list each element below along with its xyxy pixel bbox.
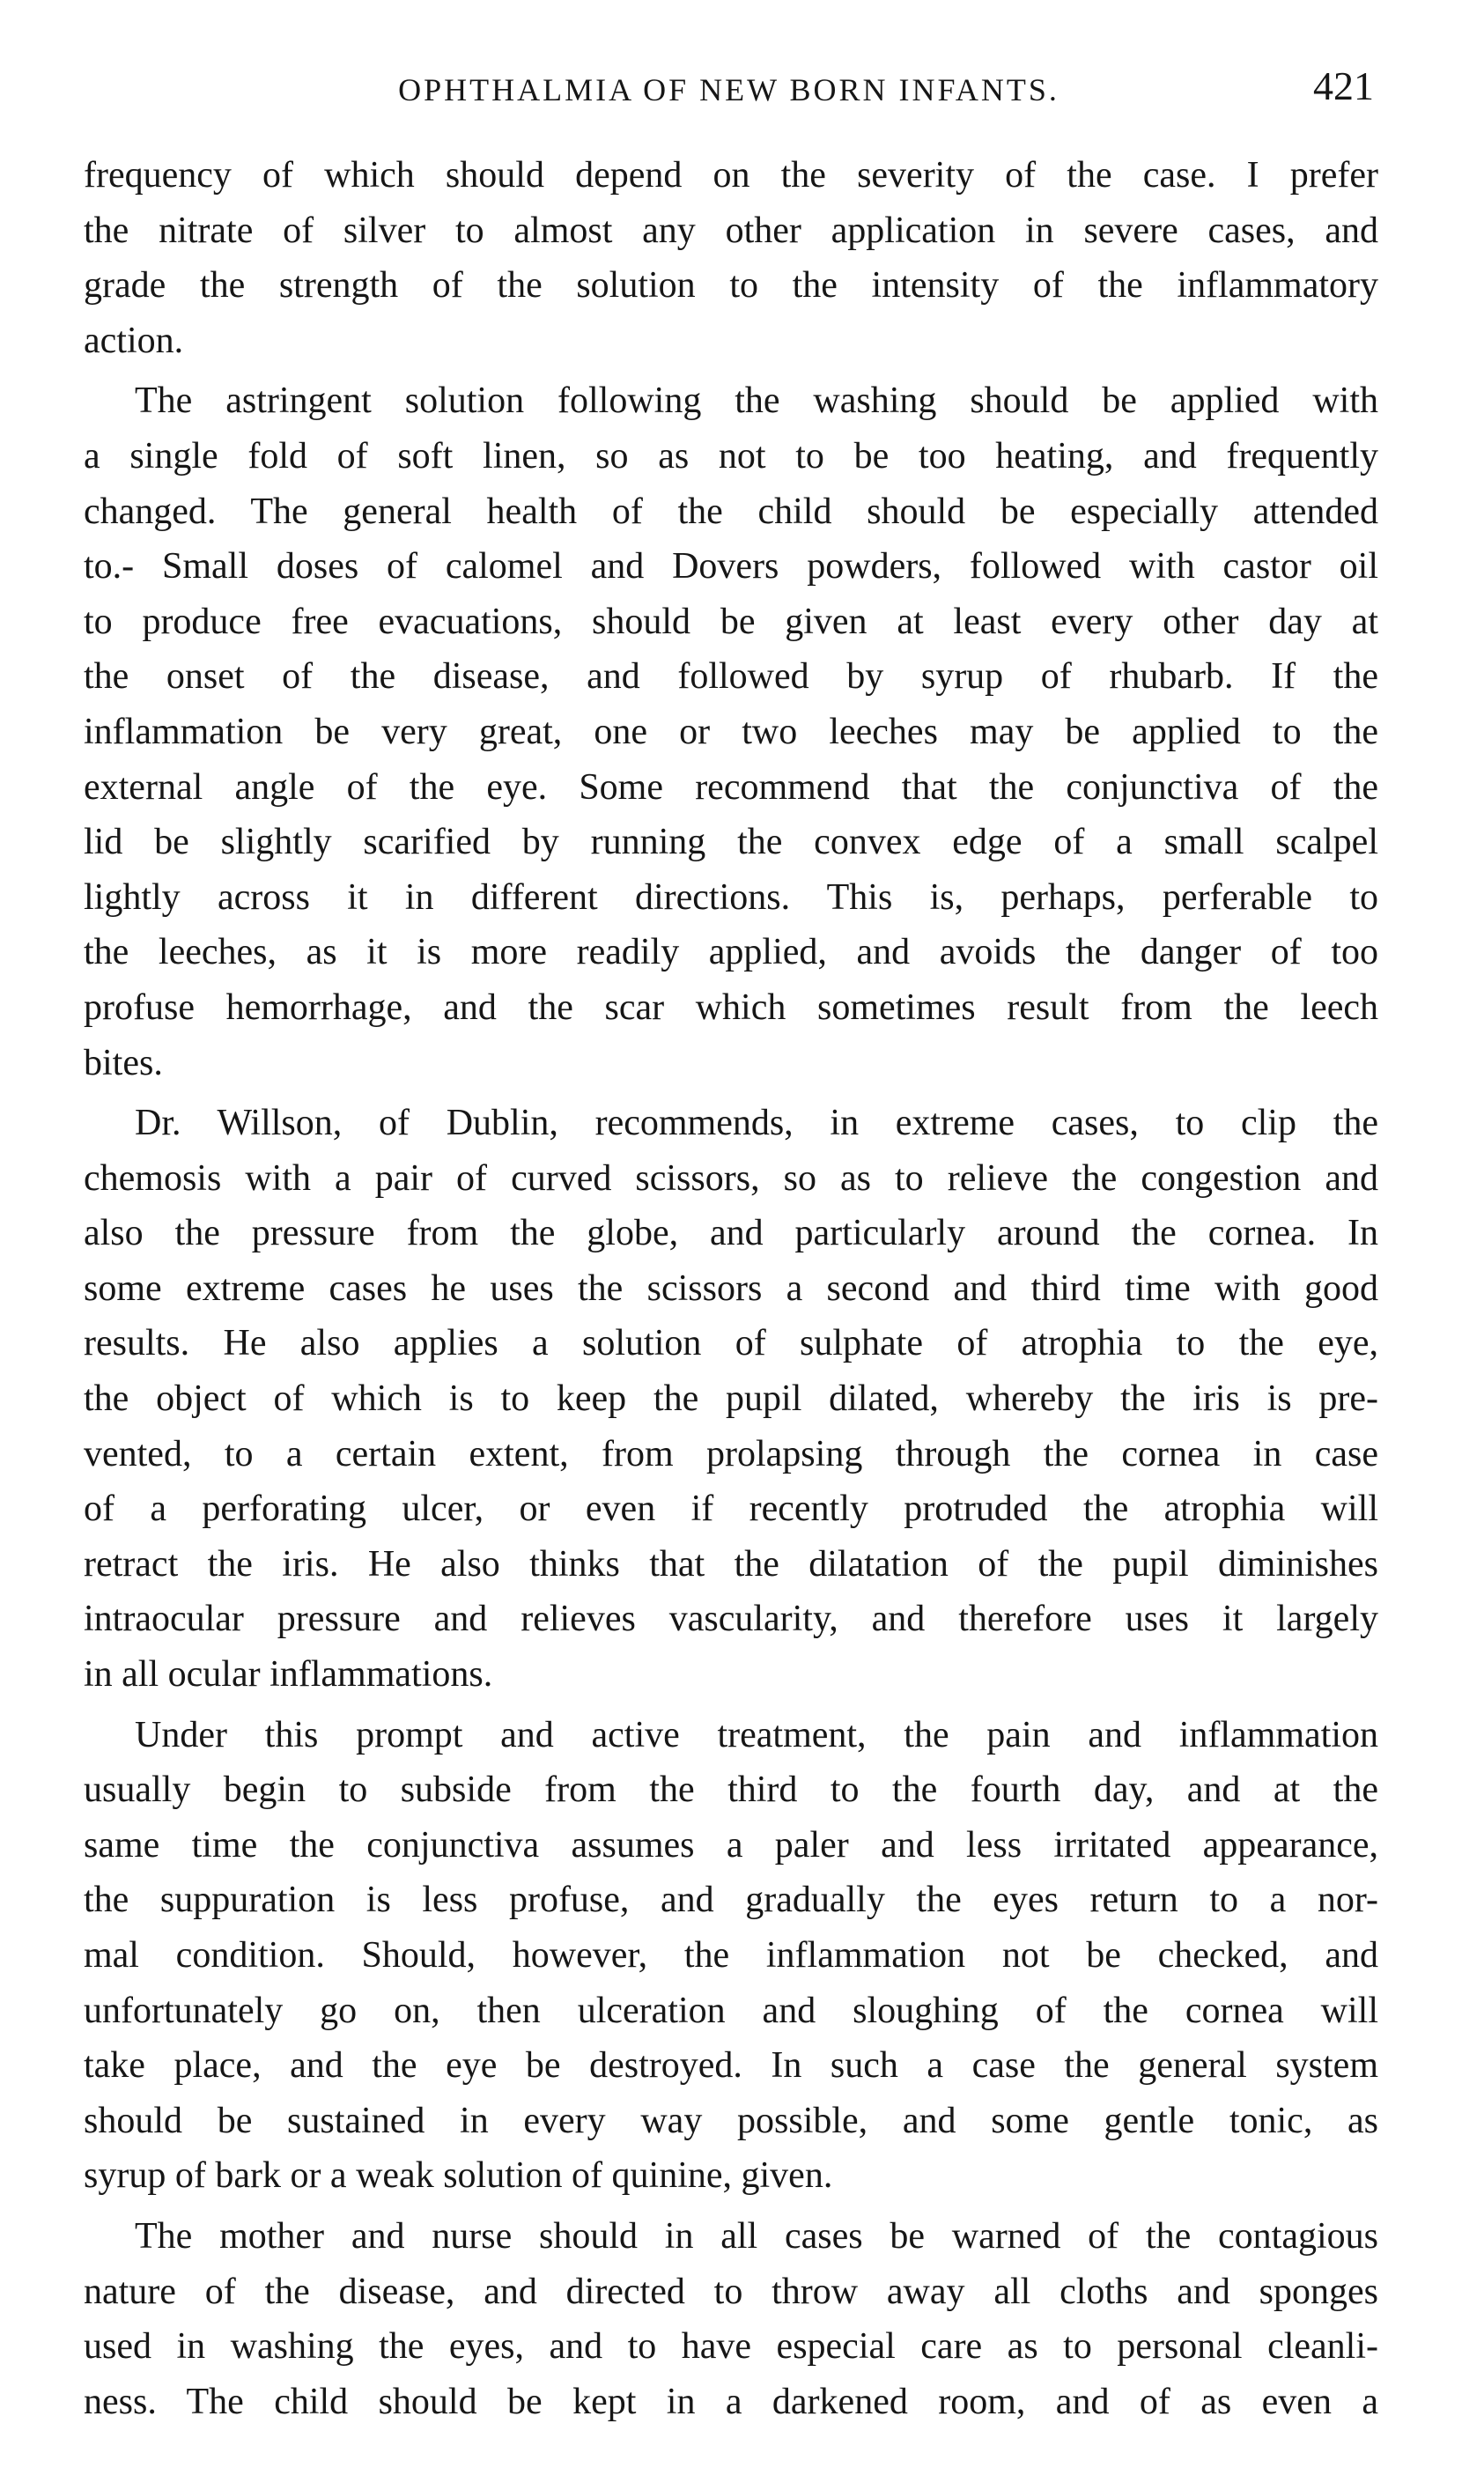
text-line: action.: [84, 320, 184, 361]
text-line: also the pressure from the globe, and particularly around the cornea. In: [84, 1213, 1378, 1254]
text-line: chemosis with a pair of curved scissors, so as to relieve the congestion and: [84, 1157, 1378, 1199]
text-line: external angle of the eye. Some recommend that the conjunctiva of the: [84, 766, 1378, 808]
text-line: inflammation be very great, one or two leeches may be applied to the: [84, 711, 1378, 752]
text-line: The astringent solution following the washing should be applied with: [135, 381, 1378, 422]
text-line: vented, to a certain extent, from prolapsing through the cornea in case: [84, 1433, 1378, 1474]
paragraph: [84, 148, 1378, 368]
text-line: results. He also applies a solution of sulphate of atrophia to the eye,: [84, 1323, 1378, 1364]
text-line: lightly across it in different directions. This is, perhaps, perferable to: [84, 876, 1378, 918]
text-line: usually begin to subside from the third to the fourth day, and at the: [84, 1770, 1378, 1811]
text-line: used in washing the eyes, and to have especial care as to personal cleanli-: [84, 2326, 1378, 2368]
text-line: intraocular pressure and relieves vascularity, and therefore uses it largely: [84, 1599, 1378, 1640]
text-line: the onset of the disease, and followed by syrup of rhubarb. If the: [84, 656, 1378, 698]
text-line: profuse hemorrhage, and the scar which sometimes result from the leech: [84, 986, 1378, 1028]
paragraph: [84, 2209, 1378, 2429]
text-line: mal condition. Should, however, the inflammation not be checked, and: [84, 1935, 1378, 1976]
text-line: to.- Small doses of calomel and Dovers powders, followed with castor oil: [84, 546, 1378, 587]
text-line: changed. The general health of the child should be especially attended: [84, 491, 1378, 532]
text-line: the suppuration is less profuse, and gradually the eyes return to a nor-: [84, 1880, 1378, 1921]
paragraph: [84, 373, 1378, 1090]
text-line: to produce free evacuations, should be given at least every other day at: [84, 601, 1378, 642]
text-line: the object of which is to keep the pupil dilated, whereby the iris is pre-: [84, 1378, 1378, 1420]
text-line: unfortunately go on, then ulceration and sloughing of the cornea will: [84, 1990, 1378, 2031]
running-head: [84, 55, 1374, 125]
text-line: should be sustained in every way possible, and some gentle tonic, as: [84, 2100, 1378, 2141]
text-line: of a perforating ulcer, or even if recently protruded the atrophia will: [84, 1489, 1378, 1530]
running-title: OPHTHALMIA OF NEW BORN INFANTS.: [398, 72, 1059, 107]
text-line: a single fold of soft linen, so as not to be too heating, and frequently: [84, 435, 1378, 477]
text-line: The mother and nurse should in all cases be warned of the contagious: [135, 2215, 1378, 2257]
text-line: nature of the disease, and directed to throw away all cloths and sponges: [84, 2271, 1378, 2312]
text-line: the nitrate of silver to almost any other application in severe cases, and: [84, 210, 1378, 251]
page-number: 421: [1313, 63, 1374, 108]
paragraph: [84, 1096, 1378, 1703]
text-line: ness. The child should be kept in a darkened room, and of as even a: [84, 2381, 1378, 2422]
text-line: Under this prompt and active treatment, the pain and inflammation: [135, 1714, 1378, 1755]
text-line: bites.: [84, 1042, 163, 1083]
paragraph: [84, 1708, 1378, 2204]
text-line: syrup of bark or a weak solution of quinine, given.: [84, 2155, 833, 2197]
text-line: some extreme cases he uses the scissors a second and third time with good: [84, 1267, 1378, 1309]
text-line: same time the conjunctiva assumes a paler and less irritated appearance,: [84, 1824, 1378, 1866]
text-line: take place, and the eye be destroyed. In such a case the general system: [84, 2045, 1378, 2087]
text-line: grade the strength of the solution to the intensity of the inflammatory: [84, 265, 1378, 307]
body-text: [84, 148, 1378, 2435]
text-line: frequency of which should depend on the severity of the case. I prefer: [84, 155, 1378, 196]
text-line: Dr. Willson, of Dublin, recommends, in extreme cases, to clip the: [135, 1103, 1378, 1144]
text-line: the leeches, as it is more readily applied, and avoids the danger of too: [84, 932, 1378, 973]
text-line: retract the iris. He also thinks that the dilatation of the pupil diminishes: [84, 1543, 1378, 1585]
text-line: in all ocular inflammations.: [84, 1654, 493, 1696]
text-line: lid be slightly scarified by running the convex edge of a small scalpel: [84, 822, 1378, 863]
